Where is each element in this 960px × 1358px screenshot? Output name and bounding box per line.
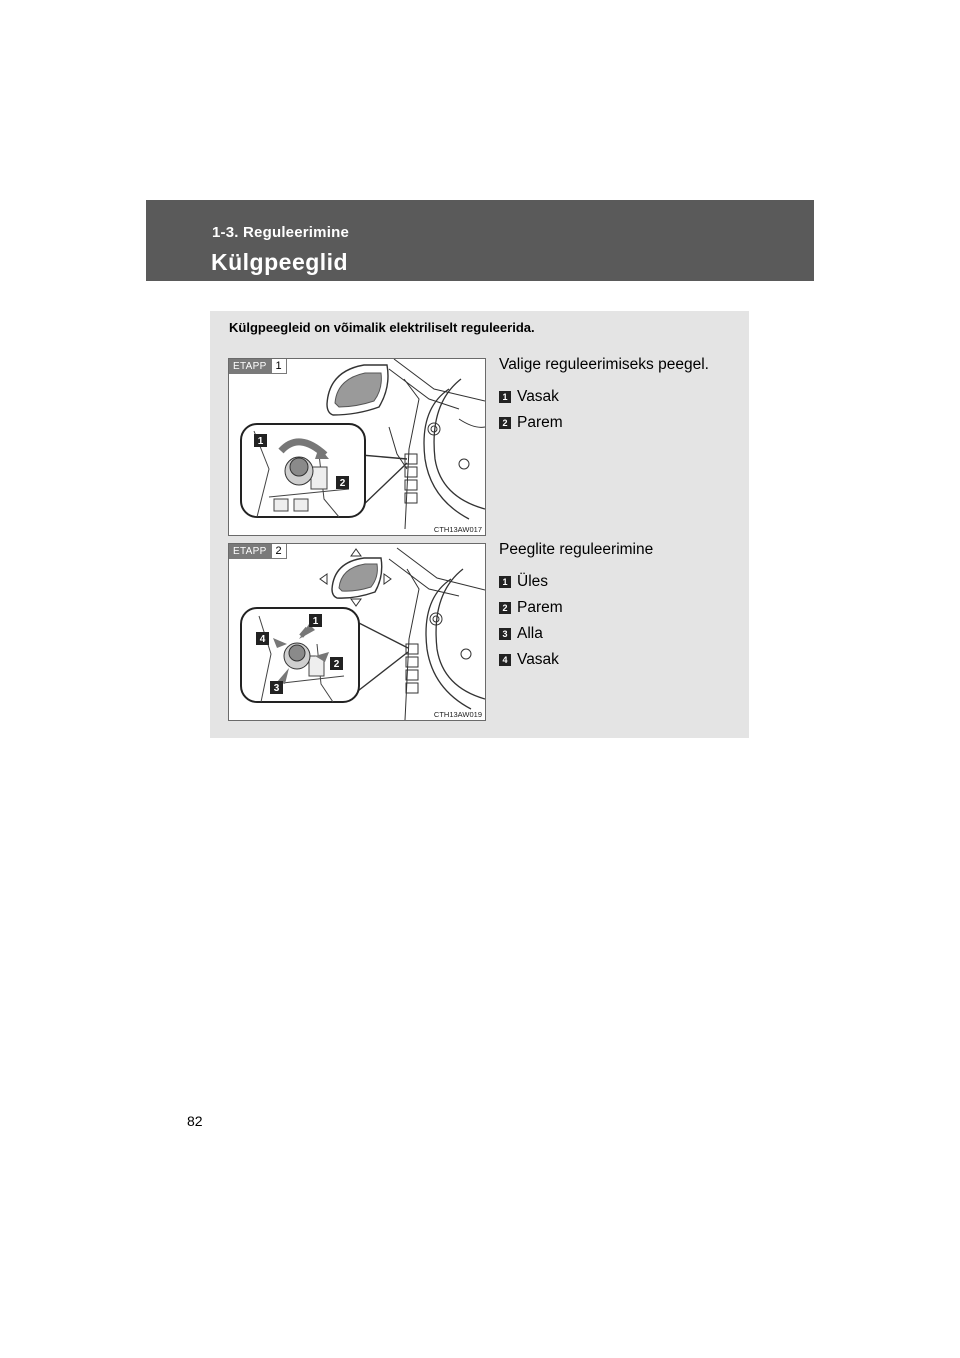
figure-code: CTH13AW017: [433, 525, 482, 534]
list-item-label: Vasak: [517, 651, 559, 668]
list-item: [499, 650, 559, 670]
page-title: Külgpeeglid: [211, 249, 349, 275]
callout-number-2: [336, 476, 349, 489]
list-item-label: Alla: [517, 625, 543, 642]
number-1-icon: 1: [499, 391, 511, 403]
list-item: [499, 413, 563, 433]
mirror-select-illustration: [229, 359, 485, 535]
step-badge: [229, 544, 287, 559]
svg-text:2: 2: [333, 659, 340, 670]
list-item: [499, 624, 543, 644]
list-item-label: Üles: [517, 573, 549, 590]
svg-text:1: 1: [257, 436, 264, 447]
list-item-label: Parem: [517, 599, 563, 616]
step-badge-number: 2: [271, 544, 287, 559]
number-3-icon: 3: [499, 628, 511, 640]
svg-text:2: 2: [339, 478, 346, 489]
list-item: [499, 598, 563, 618]
step-badge-number: 1: [271, 359, 287, 374]
list-item: [499, 572, 548, 592]
svg-text:3: 3: [273, 683, 280, 694]
figure-code: CTH13AW019: [433, 710, 482, 719]
svg-text:1: 1: [312, 616, 319, 627]
page-number: 82: [187, 1113, 203, 1129]
intro-text: Külgpeegleid on võimalik elektriliselt reguleerida.: [229, 320, 535, 335]
step-2-title: Peeglite reguleerimine: [499, 541, 654, 558]
svg-text:4: 4: [259, 634, 266, 645]
number-2-icon: 2: [499, 602, 511, 614]
list-item-label: Vasak: [517, 388, 559, 405]
section-label: 1-3. Reguleerimine: [212, 224, 349, 241]
figure-step-1: [228, 358, 486, 536]
callout-number-2: [330, 657, 343, 670]
step-badge: [229, 359, 287, 374]
number-4-icon: 4: [499, 654, 511, 666]
callout-number-1: [309, 614, 322, 627]
list-item: [499, 387, 559, 407]
number-2-icon: 2: [499, 417, 511, 429]
step-badge-label: ETAPP: [229, 544, 271, 559]
step-1-title: Valige reguleerimiseks peegel.: [499, 356, 709, 373]
callout-number-1: [254, 434, 267, 447]
figure-step-2: [228, 543, 486, 721]
number-1-icon: 1: [499, 576, 511, 588]
list-item-label: Parem: [517, 414, 563, 431]
callout-number-3: [270, 681, 283, 694]
callout-number-4: [256, 632, 269, 645]
mirror-adjust-illustration: [229, 544, 485, 720]
step-badge-label: ETAPP: [229, 359, 271, 374]
